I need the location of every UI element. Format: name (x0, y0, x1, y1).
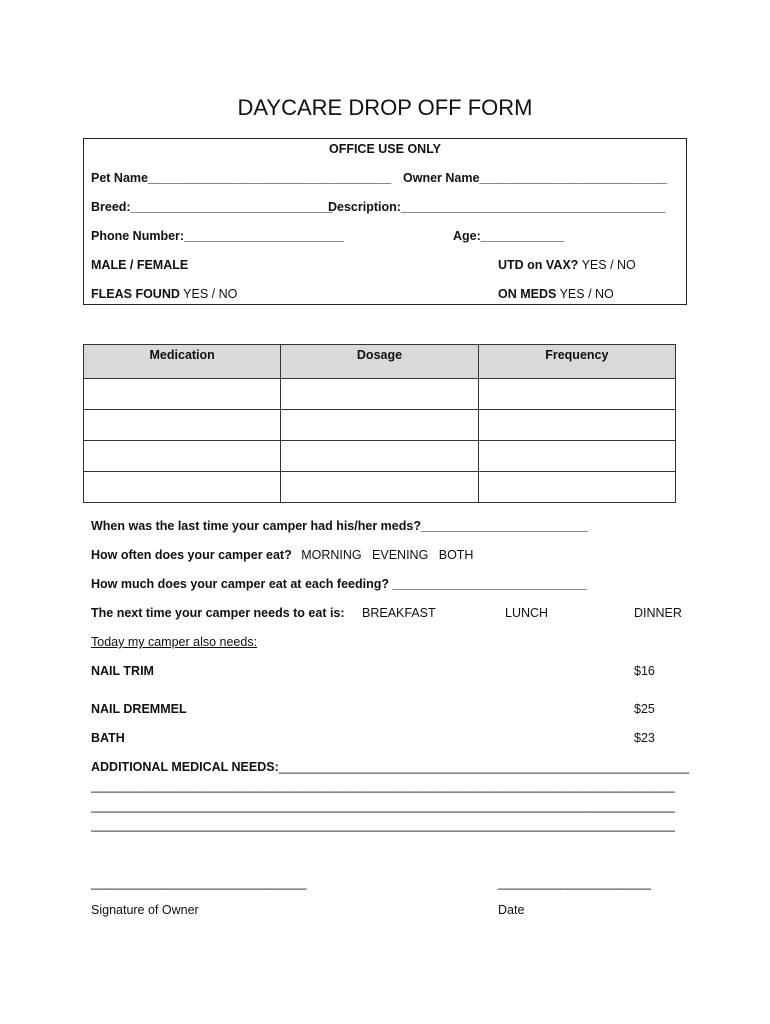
dinner-option[interactable]: DINNER (634, 606, 682, 620)
eat-often-options[interactable]: MORNING EVENING BOTH (301, 548, 474, 562)
fleas-found-row (91, 287, 237, 301)
medication-cell[interactable] (84, 379, 281, 410)
office-use-header: OFFICE USE ONLY (328, 142, 442, 156)
fleas-found-options[interactable]: YES / NO (183, 287, 238, 301)
dosage-cell[interactable] (281, 410, 478, 441)
table-row (84, 379, 676, 410)
dosage-cell[interactable] (281, 379, 478, 410)
dosage-cell[interactable] (281, 441, 478, 472)
fleas-found-label: FLEAS FOUND (91, 287, 180, 301)
frequency-cell[interactable] (478, 472, 675, 503)
nail-dremmel-label[interactable]: NAIL DREMMEL (91, 702, 187, 716)
medication-header: Medication (84, 345, 281, 379)
description-field[interactable]: Description:______________________________________ (328, 200, 666, 214)
phone-number-field[interactable]: Phone Number:_______________________ (91, 229, 344, 243)
medication-cell[interactable] (84, 472, 281, 503)
table-row (84, 472, 676, 503)
on-meds-row (498, 287, 614, 301)
medical-needs-line[interactable]: ____________________________________________________________________________________ (91, 799, 675, 813)
age-field[interactable]: Age:____________ (453, 229, 565, 243)
dosage-cell[interactable] (281, 472, 478, 503)
bath-label[interactable]: BATH (91, 731, 125, 745)
services-heading: Today my camper also needs: (91, 635, 258, 649)
owner-signature-line[interactable]: _______________________________ (91, 876, 307, 890)
eat-much-question[interactable]: How much does your camper eat at each feeding? ____________________________ (91, 577, 588, 591)
on-meds-label: ON MEDS (498, 287, 557, 301)
frequency-header: Frequency (478, 345, 675, 379)
eat-often-question: How often does your camper eat? (91, 548, 292, 562)
medical-needs-row[interactable] (91, 760, 689, 774)
on-meds-options[interactable]: YES / NO (559, 287, 614, 301)
medical-needs-line[interactable]: ____________________________________________________________________________________ (91, 818, 675, 832)
frequency-cell[interactable] (478, 441, 675, 472)
table-row (84, 410, 676, 441)
medical-needs-label: ADDITIONAL MEDICAL NEEDS: (91, 760, 279, 774)
owner-signature-label: Signature of Owner (91, 903, 199, 917)
utd-vax-row (498, 258, 636, 272)
pet-name-field[interactable]: Pet Name___________________________________ (91, 171, 392, 185)
office-use-box (83, 138, 687, 305)
last-meds-question[interactable]: When was the last time your camper had his/her meds?________________________ (91, 519, 588, 533)
next-eat-question: The next time your camper needs to eat is: (91, 606, 345, 620)
breakfast-option[interactable]: BREAKFAST (362, 606, 436, 620)
frequency-cell[interactable] (478, 379, 675, 410)
bath-price: $23 (634, 731, 655, 745)
date-line[interactable]: ______________________ (498, 876, 651, 890)
form-title: DAYCARE DROP OFF FORM (237, 95, 533, 120)
sex-option[interactable]: MALE / FEMALE (91, 258, 189, 272)
nail-dremmel-price: $25 (634, 702, 655, 716)
medical-needs-line[interactable]: ___________________________________________________________ (278, 760, 689, 774)
nail-trim-price: $16 (634, 664, 655, 678)
medication-cell[interactable] (84, 441, 281, 472)
table-row (84, 441, 676, 472)
breed-field[interactable]: Breed:_____________________________ (91, 200, 333, 214)
date-label: Date (498, 903, 525, 917)
nail-trim-label[interactable]: NAIL TRIM (91, 664, 154, 678)
frequency-cell[interactable] (478, 410, 675, 441)
eat-often-row (91, 548, 473, 562)
utd-vax-options[interactable]: YES / NO (581, 258, 636, 272)
medical-needs-line[interactable]: ____________________________________________________________________________________ (91, 779, 675, 793)
medication-cell[interactable] (84, 410, 281, 441)
lunch-option[interactable]: LUNCH (505, 606, 549, 620)
medication-table (83, 344, 676, 503)
utd-vax-label: UTD on VAX? (498, 258, 579, 272)
dosage-header: Dosage (281, 345, 478, 379)
owner-name-field[interactable]: Owner Name___________________________ (403, 171, 668, 185)
